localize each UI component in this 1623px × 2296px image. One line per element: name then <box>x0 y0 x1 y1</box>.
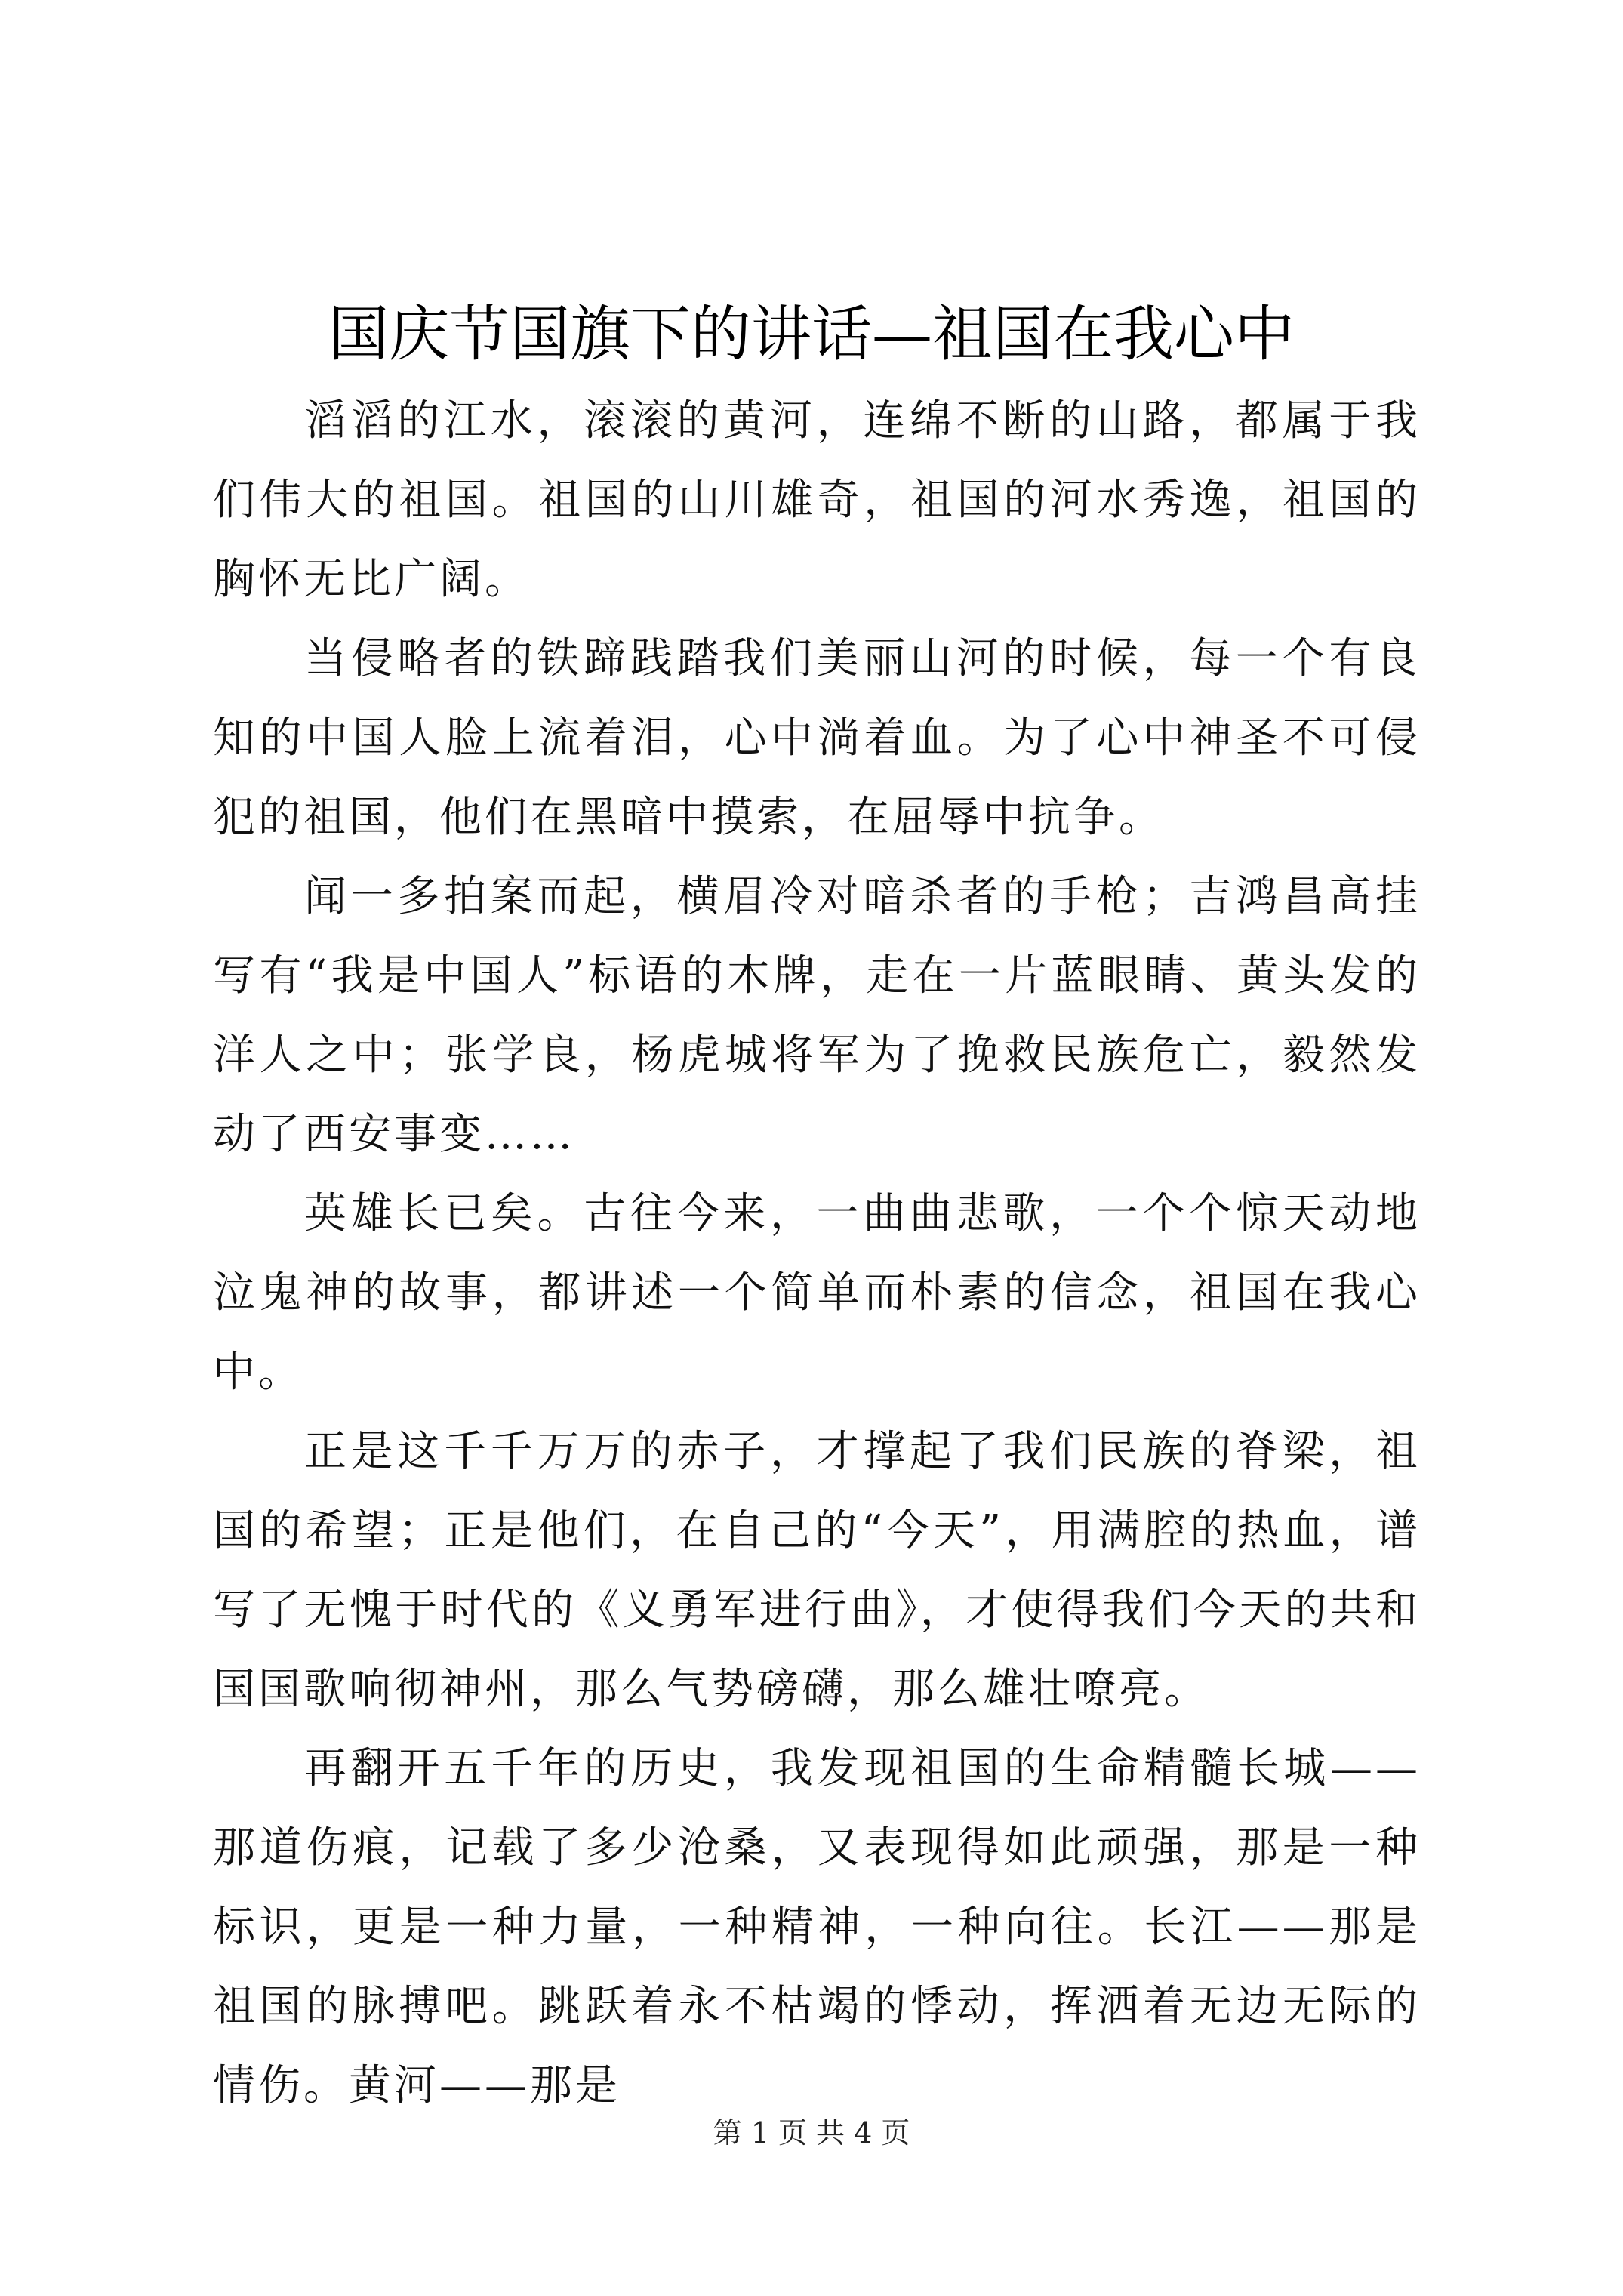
paragraph: 闻一多拍案而起，横眉冷对暗杀者的手枪；吉鸿昌高挂写有“我是中国人”标语的木牌，走在一片蓝眼睛、黄头发的洋人之中；张学良，杨虎城将军为了挽救民族危亡，毅然发动了西安事变…… <box>213 872 1421 1159</box>
document-title: 国庆节国旗下的讲话—祖国在我心中 <box>328 299 1295 369</box>
paragraph: 当侵略者的铁蹄践踏我们美丽山河的时候，每一个有良知的中国人脸上流着泪，心中淌着血。为了心中神圣不可侵犯的祖国，他们在黑暗中摸索，在屈辱中抗争。 <box>213 634 1421 842</box>
page-number-label: 第 1 页 共 4 页 <box>713 2116 910 2150</box>
paragraph: 再翻开五千年的历史，我发现祖国的生命精髓长城——那道伤痕，记载了多少沧桑，又表现得如此顽强，那是一种标识，更是一种力量，一种精神，一种向往。长江——那是祖国的脉搏吧。跳跃着永不枯竭的悸动，挥洒着无边无际的情伤。黄河——那是 <box>213 1744 1421 2110</box>
page-footer <box>0 2114 1623 2152</box>
paragraph: 滔滔的江水，滚滚的黄河，连绵不断的山路，都属于我们伟大的祖国。祖国的山川雄奇，祖国的河水秀逸，祖国的胸怀无比广阔。 <box>213 396 1421 604</box>
paragraph: 正是这千千万万的赤子，才撑起了我们民族的脊梁，祖国的希望；正是他们，在自己的“今天”，用满腔的热血，谱写了无愧于时代的《义勇军进行曲》，才使得我们今天的共和国国歌响彻神州，那么气势磅礴，那么雄壮嘹亮。 <box>213 1427 1421 1714</box>
paragraph: 英雄长已矣。古往今来，一曲曲悲歌，一个个惊天动地泣鬼神的故事，都讲述一个简单而朴素的信念，祖国在我心中。 <box>213 1189 1421 1397</box>
document-body <box>213 381 1421 2125</box>
